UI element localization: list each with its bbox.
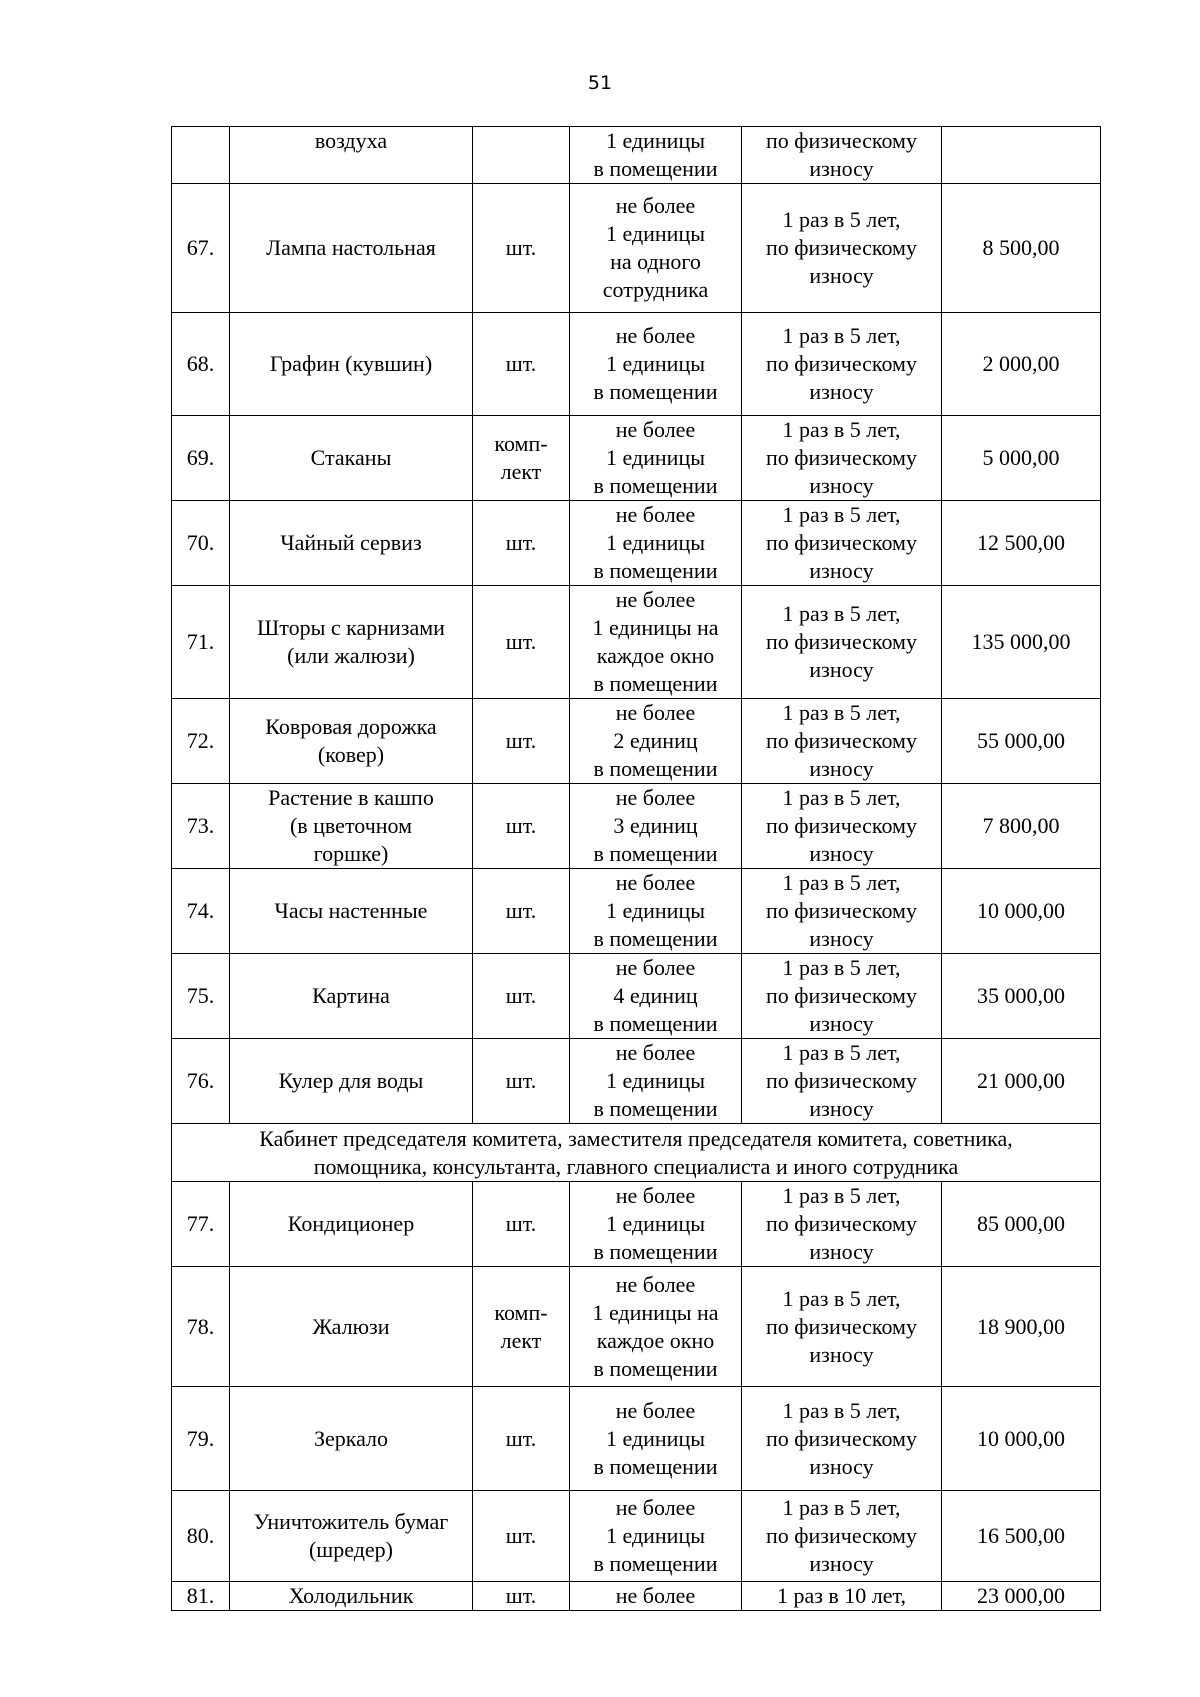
cell-unit: комп- лект xyxy=(473,1267,570,1387)
cell-term: 1 раз в 5 лет, по физическому износу xyxy=(742,784,942,869)
table-row xyxy=(172,1182,1101,1267)
cell-name: Лампа настольная xyxy=(230,184,473,313)
table-row xyxy=(172,784,1101,869)
cell-term: 1 раз в 5 лет, по физическому износу xyxy=(742,699,942,784)
cell-unit: шт. xyxy=(473,1039,570,1124)
cell-no: 68. xyxy=(172,313,230,416)
cell-term: 1 раз в 10 лет, xyxy=(742,1582,942,1611)
cell-unit: шт. xyxy=(473,1582,570,1611)
cell-term: 1 раз в 5 лет, по физическому износу xyxy=(742,1039,942,1124)
cell-no: 80. xyxy=(172,1491,230,1582)
cell-term: 1 раз в 5 лет, по физическому износу xyxy=(742,1387,942,1491)
table-row xyxy=(172,1387,1101,1491)
cell-unit: шт. xyxy=(473,784,570,869)
cell-name: Жалюзи xyxy=(230,1267,473,1387)
cell-price: 55 000,00 xyxy=(942,699,1101,784)
cell-price: 8 500,00 xyxy=(942,184,1101,313)
table-row xyxy=(172,127,1101,184)
cell-term: 1 раз в 5 лет, по физическому износу xyxy=(742,954,942,1039)
table-row xyxy=(172,1039,1101,1124)
cell-price: 5 000,00 xyxy=(942,416,1101,501)
cell-price: 18 900,00 xyxy=(942,1267,1101,1387)
table-row xyxy=(172,954,1101,1039)
cell-no: 76. xyxy=(172,1039,230,1124)
cell-quantity: не более 1 единицы в помещении xyxy=(570,1182,742,1267)
cell-no xyxy=(172,127,230,184)
table-row xyxy=(172,1491,1101,1582)
cell-price: 85 000,00 xyxy=(942,1182,1101,1267)
cell-name: Графин (кувшин) xyxy=(230,313,473,416)
cell-quantity: не более 1 единицы на одного сотрудника xyxy=(570,184,742,313)
cell-price xyxy=(942,127,1101,184)
cell-term: 1 раз в 5 лет, по физическому износу xyxy=(742,869,942,954)
cell-term: 1 раз в 5 лет, по физическому износу xyxy=(742,184,942,313)
cell-name: Уничтожитель бумаг (шредер) xyxy=(230,1491,473,1582)
cell-unit: шт. xyxy=(473,501,570,586)
table-row xyxy=(172,869,1101,954)
cell-price: 35 000,00 xyxy=(942,954,1101,1039)
cell-no: 71. xyxy=(172,586,230,699)
cell-no: 79. xyxy=(172,1387,230,1491)
cell-name: Чайный сервиз xyxy=(230,501,473,586)
norms-table xyxy=(171,126,1101,1611)
cell-no: 77. xyxy=(172,1182,230,1267)
table-row xyxy=(172,313,1101,416)
cell-no: 75. xyxy=(172,954,230,1039)
cell-no: 67. xyxy=(172,184,230,313)
cell-no: 78. xyxy=(172,1267,230,1387)
cell-no: 69. xyxy=(172,416,230,501)
cell-price: 21 000,00 xyxy=(942,1039,1101,1124)
cell-price: 10 000,00 xyxy=(942,1387,1101,1491)
cell-quantity: не более 1 единицы в помещении xyxy=(570,1491,742,1582)
cell-unit: комп- лект xyxy=(473,416,570,501)
cell-quantity: не более 1 единицы в помещении xyxy=(570,501,742,586)
cell-name: Зеркало xyxy=(230,1387,473,1491)
cell-unit xyxy=(473,127,570,184)
table-row xyxy=(172,1582,1101,1611)
cell-no: 70. xyxy=(172,501,230,586)
cell-quantity: не более 3 единиц в помещении xyxy=(570,784,742,869)
cell-name: Холодильник xyxy=(230,1582,473,1611)
cell-price: 23 000,00 xyxy=(942,1582,1101,1611)
cell-name: воздуха xyxy=(230,127,473,184)
cell-quantity: не более 1 единицы в помещении xyxy=(570,869,742,954)
cell-term: 1 раз в 5 лет, по физическому износу xyxy=(742,1182,942,1267)
page-number: 51 xyxy=(587,72,613,94)
cell-price: 135 000,00 xyxy=(942,586,1101,699)
table-row xyxy=(172,501,1101,586)
cell-no: 81. xyxy=(172,1582,230,1611)
cell-unit: шт. xyxy=(473,1387,570,1491)
cell-quantity: не более 1 единицы в помещении xyxy=(570,1039,742,1124)
cell-no: 73. xyxy=(172,784,230,869)
cell-quantity: не более 1 единицы на каждое окно в помещении xyxy=(570,1267,742,1387)
section-header-row xyxy=(172,1124,1101,1182)
cell-name: Ковровая дорожка (ковер) xyxy=(230,699,473,784)
section-header: Кабинет председателя комитета, заместителя председателя комитета, советника, помощника, консультанта, главного специалиста и иного сотрудника xyxy=(172,1124,1101,1182)
cell-quantity: 1 единицы в помещении xyxy=(570,127,742,184)
cell-no: 72. xyxy=(172,699,230,784)
cell-price: 10 000,00 xyxy=(942,869,1101,954)
cell-term: 1 раз в 5 лет, по физическому износу xyxy=(742,501,942,586)
cell-quantity: не более 1 единицы в помещении xyxy=(570,416,742,501)
cell-unit: шт. xyxy=(473,1182,570,1267)
cell-unit: шт. xyxy=(473,954,570,1039)
cell-unit: шт. xyxy=(473,184,570,313)
cell-name: Шторы с карнизами (или жалюзи) xyxy=(230,586,473,699)
cell-price: 12 500,00 xyxy=(942,501,1101,586)
table-row xyxy=(172,1267,1101,1387)
cell-quantity: не более 1 единицы в помещении xyxy=(570,313,742,416)
cell-price: 16 500,00 xyxy=(942,1491,1101,1582)
cell-term: 1 раз в 5 лет, по физическому износу xyxy=(742,1267,942,1387)
cell-unit: шт. xyxy=(473,313,570,416)
cell-quantity: не более 1 единицы на каждое окно в помещении xyxy=(570,586,742,699)
cell-unit: шт. xyxy=(473,586,570,699)
cell-term: 1 раз в 5 лет, по физическому износу xyxy=(742,416,942,501)
cell-name: Картина xyxy=(230,954,473,1039)
cell-price: 7 800,00 xyxy=(942,784,1101,869)
cell-price: 2 000,00 xyxy=(942,313,1101,416)
cell-name: Часы настенные xyxy=(230,869,473,954)
cell-name: Кондиционер xyxy=(230,1182,473,1267)
cell-name: Стаканы xyxy=(230,416,473,501)
cell-term: по физическому износу xyxy=(742,127,942,184)
cell-name: Кулер для воды xyxy=(230,1039,473,1124)
cell-term: 1 раз в 5 лет, по физическому износу xyxy=(742,313,942,416)
cell-quantity: не более 4 единиц в помещении xyxy=(570,954,742,1039)
table-row xyxy=(172,416,1101,501)
cell-unit: шт. xyxy=(473,869,570,954)
table-row xyxy=(172,586,1101,699)
cell-term: 1 раз в 5 лет, по физическому износу xyxy=(742,1491,942,1582)
cell-quantity: не более 2 единиц в помещении xyxy=(570,699,742,784)
cell-quantity: не более xyxy=(570,1582,742,1611)
cell-quantity: не более 1 единицы в помещении xyxy=(570,1387,742,1491)
table-row xyxy=(172,699,1101,784)
table-row xyxy=(172,184,1101,313)
cell-no: 74. xyxy=(172,869,230,954)
cell-unit: шт. xyxy=(473,699,570,784)
cell-name: Растение в кашпо (в цветочном горшке) xyxy=(230,784,473,869)
cell-unit: шт. xyxy=(473,1491,570,1582)
cell-term: 1 раз в 5 лет, по физическому износу xyxy=(742,586,942,699)
